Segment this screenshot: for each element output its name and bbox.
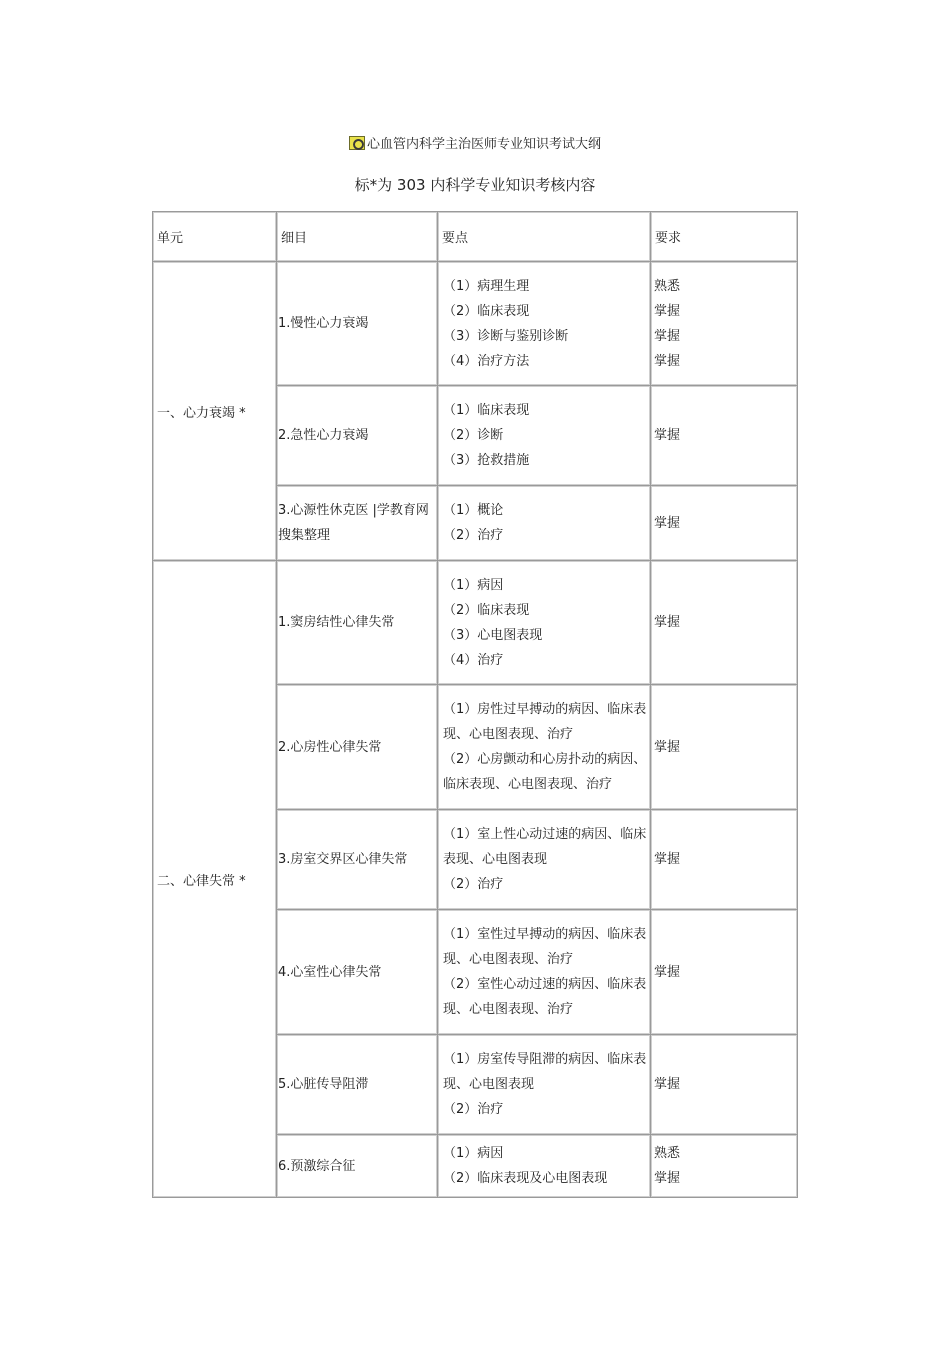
table-row [153,262,797,385]
requirement-cell [651,910,797,1034]
point-text: （1）房室传导阻滞的病因、临床表现、心电图表现 [443,1052,647,1092]
points-cell [438,910,650,1034]
point-text: （2）治疗 [443,528,504,543]
point-text: （3）心电图表现 [443,627,543,643]
point-text: （2）临床表现 [443,303,530,319]
item-cell [277,810,437,909]
points-cell [438,1135,650,1197]
point-text: （2）临床表现及心电图表现 [443,1171,608,1186]
requirement-text: 掌握 [654,739,681,755]
table-header-row [153,212,797,261]
syllabus-table [152,211,798,1198]
item-label: 4.心室性心律失常 [278,964,382,980]
header-cell-item [277,212,437,261]
requirement-cell [651,486,797,560]
point-text: （4）治疗方法 [443,353,530,369]
requirement-cell [651,685,797,809]
points-cell [438,1035,650,1134]
item-cell [277,386,437,485]
point-text: （2）治疗 [443,877,504,892]
points-cell [438,810,650,909]
point-text: （1）室性过早搏动的病因、临床表现、心电图表现、治疗 [443,927,647,967]
point-text: （2）临床表现 [443,602,530,618]
requirement-text: 熟悉 [654,1146,681,1161]
point-text: （4）治疗 [443,652,504,668]
point-text: （2）室性心动过速的病因、临床表现、心电图表现、治疗 [443,977,647,1017]
point-text: （2）诊断 [443,428,504,443]
requirement-cell [651,262,797,385]
header-points-label: 要点 [442,231,469,246]
item-label: 2.急性心力衰竭 [278,428,369,443]
item-cell [277,1035,437,1134]
header-cell-unit [153,212,276,261]
point-text: （1）病因 [443,1146,504,1161]
requirement-text: 掌握 [654,428,681,443]
item-cell [277,910,437,1034]
item-label: 1.窦房结性心律失常 [278,615,395,630]
point-text: （1）病因 [443,577,504,593]
document-subtitle: 标*为 303 内科学专业知识考核内容 [354,176,596,194]
requirement-text: 掌握 [654,1171,681,1186]
point-text: （2）心房颤动和心房扑动的病因、临床表现、心电图表现、治疗 [443,752,647,792]
points-cell [438,561,650,684]
requirement-text: 掌握 [654,615,681,630]
requirement-text: 掌握 [654,852,681,867]
item-cell [277,262,437,385]
requirement-text: 掌握 [654,303,681,319]
item-cell [277,1135,437,1197]
item-label: 5.心脏传导阻滞 [278,1077,369,1092]
point-text: （1）室上性心动过速的病因、临床表现、心电图表现 [443,827,647,867]
item-label: 3.房室交界区心律失常 [278,852,408,867]
point-text: （2）治疗 [443,1102,504,1117]
point-text: （1）房性过早搏动的病因、临床表现、心电图表现、治疗 [443,702,647,742]
unit-label: 二、心律失常 * [157,873,246,889]
header-requirement-label: 要求 [655,231,682,246]
requirement-text: 掌握 [654,515,681,531]
point-text: （1）临床表现 [443,403,530,418]
point-text: （1）概论 [443,503,504,518]
item-cell [277,561,437,684]
requirement-cell [651,810,797,909]
points-cell [438,386,650,485]
requirement-cell [651,1035,797,1134]
document-logo-icon [349,136,365,150]
unit-cell [153,561,276,1197]
unit-cell [153,262,276,560]
header-item-label: 细目 [281,231,308,246]
requirement-cell [651,561,797,684]
points-cell [438,486,650,560]
item-cell [277,486,437,560]
point-text: （3）诊断与鉴别诊断 [443,328,569,344]
requirement-text: 掌握 [654,964,681,980]
point-text: （3）抢救措施 [443,453,530,468]
item-label: 3.心源性休克医 |学教育网搜集整理 [278,503,429,543]
item-cell [277,685,437,809]
item-label: 6.预激综合征 [278,1158,356,1174]
unit-label: 一、心力衰竭 * [157,405,246,421]
document-title [0,134,950,156]
item-label: 2.心房性心律失常 [278,739,382,755]
document-title-text: 心血管内科学主治医师专业知识考试大纲 [366,137,601,152]
header-cell-requirement [651,212,797,261]
requirement-text: 掌握 [654,353,681,369]
point-text: （1）病理生理 [443,278,530,294]
requirement-text: 掌握 [654,1077,681,1092]
points-cell [438,685,650,809]
points-cell [438,262,650,385]
requirement-text: 掌握 [654,328,681,344]
header-cell-points [438,212,650,261]
table-row [153,561,797,684]
header-unit-label: 单元 [157,231,184,246]
item-label: 1.慢性心力衰竭 [278,316,369,331]
requirement-cell [651,1135,797,1197]
requirement-cell [651,386,797,485]
requirement-text: 熟悉 [654,278,681,294]
